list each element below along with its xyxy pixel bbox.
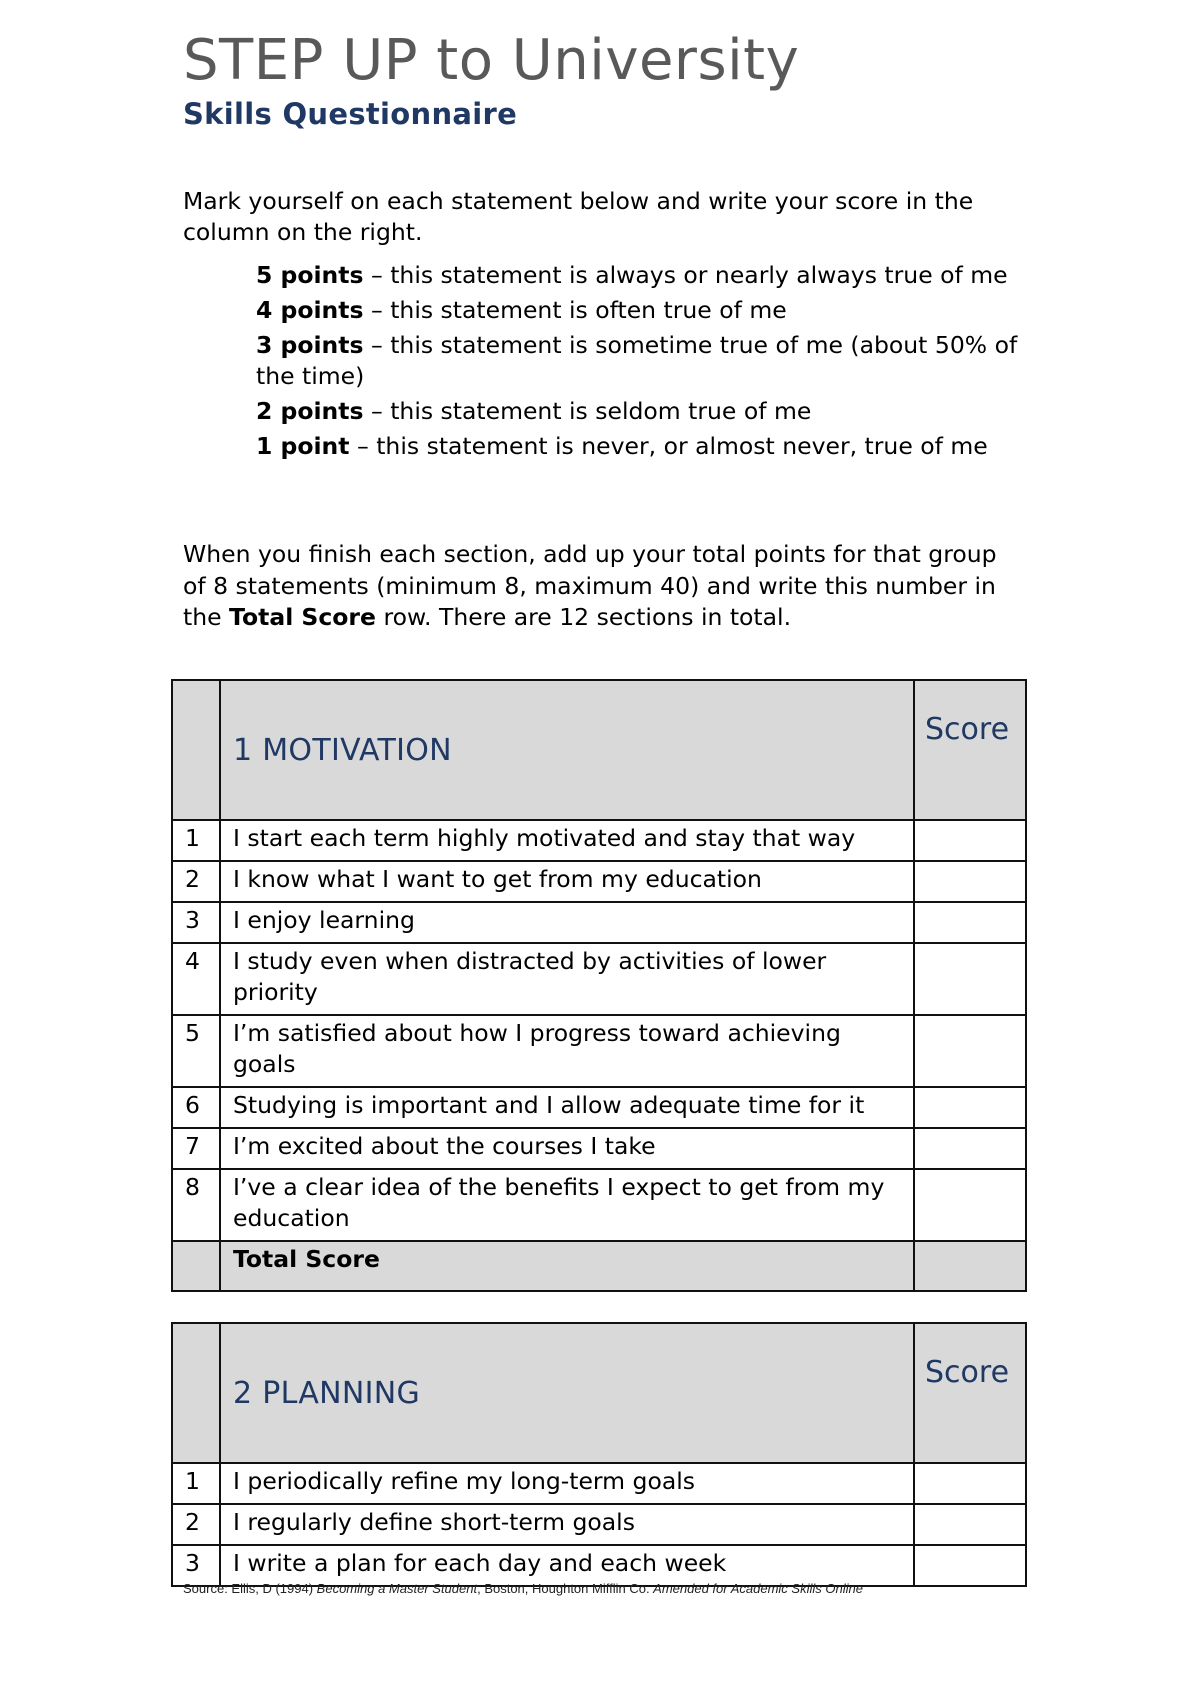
score-cell[interactable] (914, 820, 1026, 861)
section-header-row (172, 680, 1026, 820)
statement-text: I study even when distracted by activities of lower priority (220, 943, 914, 1015)
section-title: 2 PLANNING (220, 1323, 914, 1463)
total-score-label: Total Score (220, 1241, 914, 1291)
header-blank-cell (172, 680, 220, 820)
section-header-row (172, 1323, 1026, 1463)
score-column-header: Score (914, 680, 1026, 820)
source-prefix: Source: Ellis, D (1994) (183, 1581, 317, 1596)
statement-text: I start each term highly motivated and stay that way (220, 820, 914, 861)
statement-text: I periodically refine my long-term goals (220, 1463, 914, 1504)
statement-text: Studying is important and I allow adequate time for it (220, 1087, 914, 1128)
total-score-cell[interactable] (914, 1241, 1026, 1291)
statement-number: 8 (172, 1169, 220, 1241)
document-subtitle: Skills Questionnaire (183, 97, 518, 131)
finish-text-end: row. There are 12 sections in total. (375, 603, 792, 631)
scoring-scale-list (256, 260, 1026, 466)
table-row (172, 820, 1026, 861)
statement-text: I’ve a clear idea of the benefits I expect to get from my education (220, 1169, 914, 1241)
scale-item (256, 260, 1026, 291)
statement-text: I enjoy learning (220, 902, 914, 943)
instructions-intro: Mark yourself on each statement below and write your score in the column on the right. (183, 187, 974, 246)
scale-description: – this statement is always or nearly always true of me (363, 261, 1008, 289)
scale-description: – this statement is never, or almost never, true of me (349, 432, 988, 460)
score-cell[interactable] (914, 1545, 1026, 1586)
statement-number: 1 (172, 820, 220, 861)
total-blank-cell (172, 1241, 220, 1291)
scale-points: 5 points (256, 261, 364, 289)
statement-number: 6 (172, 1087, 220, 1128)
score-cell[interactable] (914, 943, 1026, 1015)
statement-text: I write a plan for each day and each week (220, 1545, 914, 1586)
finish-text-bold: Total Score (229, 603, 376, 631)
source-citation (183, 1581, 863, 1596)
section-title: 1 MOTIVATION (220, 680, 914, 820)
scale-description: – this statement is often true of me (363, 296, 787, 324)
table-row (172, 1087, 1026, 1128)
table-row (172, 1504, 1026, 1545)
statement-number: 7 (172, 1128, 220, 1169)
score-cell[interactable] (914, 1169, 1026, 1241)
table-row (172, 861, 1026, 902)
statement-number: 1 (172, 1463, 220, 1504)
table-row (172, 1128, 1026, 1169)
score-cell[interactable] (914, 1015, 1026, 1087)
scale-points: 3 points (256, 331, 364, 359)
source-amended-note: Amended for Academic Skills Online (653, 1581, 863, 1596)
scale-item (256, 330, 1026, 392)
finish-text-start: When you finish each section, add up your total points for that group of 8 statements (minimum 8, maximum 40) and write this number in the (183, 540, 997, 631)
score-cell[interactable] (914, 1128, 1026, 1169)
statement-text: I’m satisfied about how I progress toward achieving goals (220, 1015, 914, 1087)
statement-number: 2 (172, 861, 220, 902)
scale-item (256, 396, 1026, 427)
source-book-title: Becoming a Master Student (316, 1581, 478, 1596)
section-table-planning (171, 1322, 1027, 1587)
scale-description: – this statement is sometime true of me (about 50% of the time) (256, 331, 1018, 390)
score-cell[interactable] (914, 861, 1026, 902)
header-blank-cell (172, 1323, 220, 1463)
table-row (172, 1015, 1026, 1087)
statement-text: I regularly define short-term goals (220, 1504, 914, 1545)
table-row (172, 1463, 1026, 1504)
score-cell[interactable] (914, 1087, 1026, 1128)
scale-item (256, 431, 1026, 462)
section-table-motivation (171, 679, 1027, 1292)
table-row (172, 1545, 1026, 1586)
scale-points: 1 point (256, 432, 350, 460)
statement-number: 4 (172, 943, 220, 1015)
score-cell[interactable] (914, 1504, 1026, 1545)
score-cell[interactable] (914, 1463, 1026, 1504)
statement-number: 3 (172, 902, 220, 943)
statement-number: 2 (172, 1504, 220, 1545)
score-cell[interactable] (914, 902, 1026, 943)
statement-number: 3 (172, 1545, 220, 1586)
statement-text: I know what I want to get from my education (220, 861, 914, 902)
instructions-finish (183, 539, 1013, 634)
scale-points: 2 points (256, 397, 364, 425)
total-score-row (172, 1241, 1026, 1291)
table-row (172, 1169, 1026, 1241)
document-title: STEP UP to University (183, 28, 800, 93)
source-publisher: , Boston, Houghton Mifflin Co. (477, 1581, 654, 1596)
statement-number: 5 (172, 1015, 220, 1087)
scale-points: 4 points (256, 296, 364, 324)
table-row (172, 943, 1026, 1015)
table-row (172, 902, 1026, 943)
scale-item (256, 295, 1026, 326)
statement-text: I’m excited about the courses I take (220, 1128, 914, 1169)
score-column-header: Score (914, 1323, 1026, 1463)
scale-description: – this statement is seldom true of me (363, 397, 812, 425)
